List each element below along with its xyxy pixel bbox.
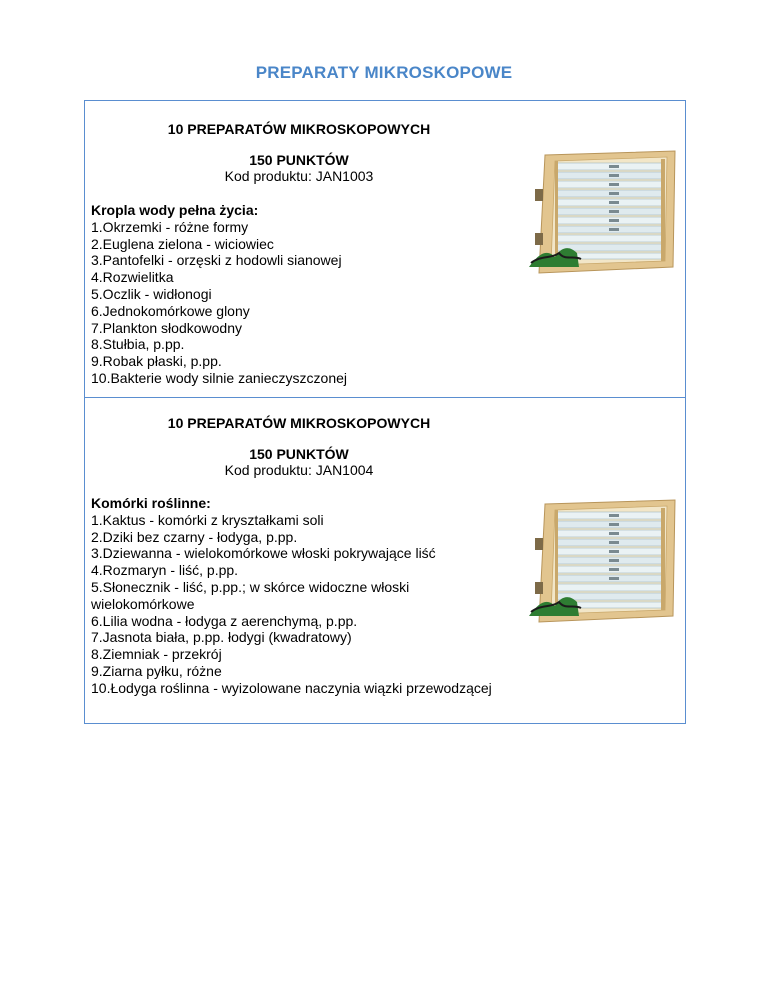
product-heading: 10 PREPARATÓW MIKROSKOPOWYCH — [167, 415, 431, 431]
list-item: 7.Plankton słodkowodny — [91, 319, 242, 336]
product-cell-jan1003 — [85, 101, 685, 398]
list-item: 2.Euglena zielona - wiciowiec — [91, 235, 274, 252]
product-points: 150 PUNKTÓW — [249, 446, 349, 462]
slide-set-title: Kropla wody pełna życia: — [91, 202, 259, 218]
slide-set-title: Komórki roślinne: — [91, 495, 211, 511]
list-item: 2.Dziki bez czarny - łodyga, p.pp. — [91, 528, 298, 545]
list-item: 5.Oczlik - widłonogi — [91, 285, 212, 302]
slide-set-list — [91, 202, 511, 387]
list-item: 8.Ziemniak - przekrój — [91, 646, 222, 663]
product-table — [84, 100, 686, 724]
page-title: PREPARATY MIKROSKOPOWE — [255, 63, 513, 82]
list-item: 9.Robak płaski, p.pp. — [91, 353, 222, 370]
list-item: 4.Rozmaryn - liść, p.pp. — [91, 562, 239, 579]
product-code: Kod produktu: JAN1004 — [224, 462, 374, 478]
list-item: 5.Słonecznik - liść, p.pp.; w skórce widoczne włoski wielokomórkowe — [91, 578, 410, 612]
list-item: 10.Bakterie wody silnie zanieczyszczonej — [91, 369, 348, 386]
list-item: 6.Jednokomórkowe glony — [91, 302, 250, 319]
list-item: 9.Ziarna pyłku, różne — [91, 662, 222, 679]
list-item: 1.Okrzemki - różne formy — [91, 218, 249, 235]
slide-set-list — [91, 495, 511, 697]
product-cell-jan1004 — [85, 398, 685, 723]
list-item: 3.Dziewanna - wielokomórkowe włoski pokrywające liść — [91, 545, 436, 562]
product-heading: 10 PREPARATÓW MIKROSKOPOWYCH — [167, 121, 431, 137]
product-code: Kod produktu: JAN1003 — [224, 168, 374, 184]
list-item: 3.Pantofelki - orzęski z hodowli sianowej — [91, 252, 342, 269]
list-item: 10.Łodyga roślinna - wyizolowane naczynia wiązki przewodzącej — [91, 679, 492, 696]
list-item: 8.Stułbia, p.pp. — [91, 336, 185, 353]
list-item: 1.Kaktus - komórki z kryształkami soli — [91, 511, 324, 528]
list-item: 6.Lilia wodna - łodyga z aerenchymą, p.pp. — [91, 612, 358, 629]
list-item: 4.Rozwielitka — [91, 269, 174, 286]
list-item: 7.Jasnota biała, p.pp. łodygi (kwadratowy) — [91, 629, 352, 646]
product-points: 150 PUNKTÓW — [249, 152, 349, 168]
microscope-slide-box-image — [525, 498, 677, 624]
microscope-slide-box-image — [525, 149, 677, 275]
